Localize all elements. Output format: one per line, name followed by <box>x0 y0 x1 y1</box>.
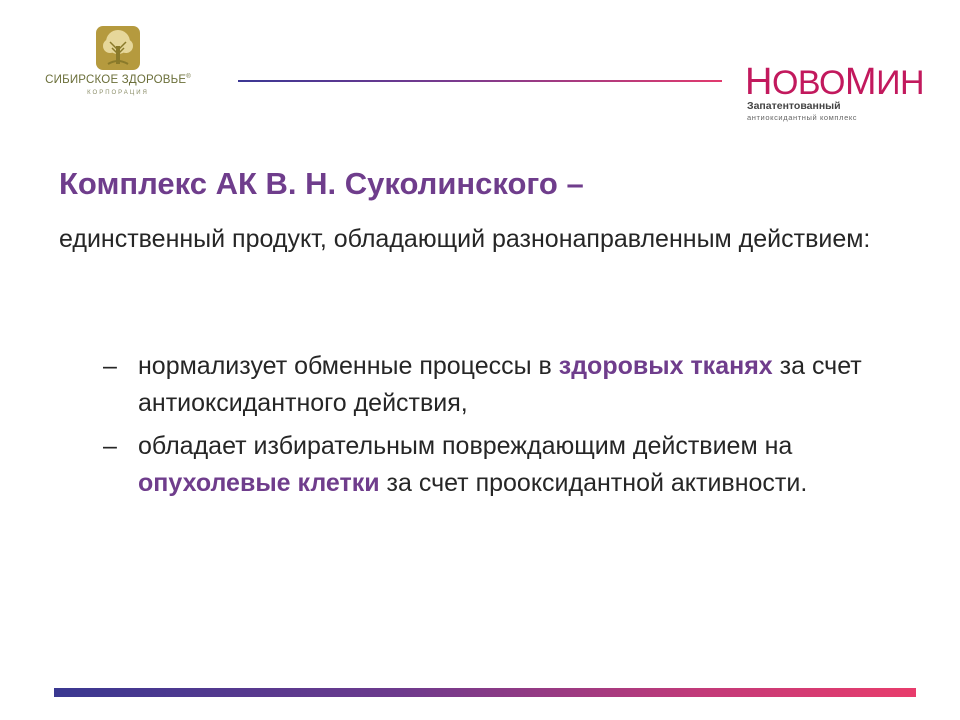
bullet-item <box>103 348 903 422</box>
bullet-text-tail: за счет антиоксидантного действия, <box>138 352 862 417</box>
dash-icon: – <box>103 352 117 380</box>
novomin-logo <box>745 62 935 128</box>
bullet-text: нормализует обменные процессы в <box>138 352 559 380</box>
tree-icon <box>94 24 142 72</box>
bullet-text: обладает избирательным повреждающим действием на <box>138 432 793 460</box>
bullet-item <box>103 428 903 502</box>
top-divider-line <box>238 80 722 82</box>
bullet-list <box>103 348 903 508</box>
bottom-gradient-bar <box>54 688 916 697</box>
bullet-text-tail: за счет прооксидантной активности. <box>379 469 808 497</box>
brand-right-tagline-1: Запатентованный <box>747 100 841 112</box>
bullet-highlight: опухолевые клетки <box>138 469 380 497</box>
intro-text: единственный продукт, обладающий разнонаправленным действием: <box>59 225 871 253</box>
siberian-health-logo <box>38 22 198 104</box>
brand-right-name: НОВОМИН <box>745 61 925 103</box>
brand-right-tagline-2: антиоксидантный комплекс <box>747 113 858 122</box>
brand-left-name: СИБИРСКОЕ ЗДОРОВЬЕ® <box>45 74 191 86</box>
registered-mark: ® <box>186 74 191 81</box>
dash-icon: – <box>103 432 117 460</box>
slide-heading: Комплекс АК В. Н. Суколинского – <box>59 166 584 201</box>
brand-left-subtitle: КОРПОРАЦИЯ <box>87 90 149 96</box>
bullet-highlight: здоровых тканях <box>558 352 773 380</box>
